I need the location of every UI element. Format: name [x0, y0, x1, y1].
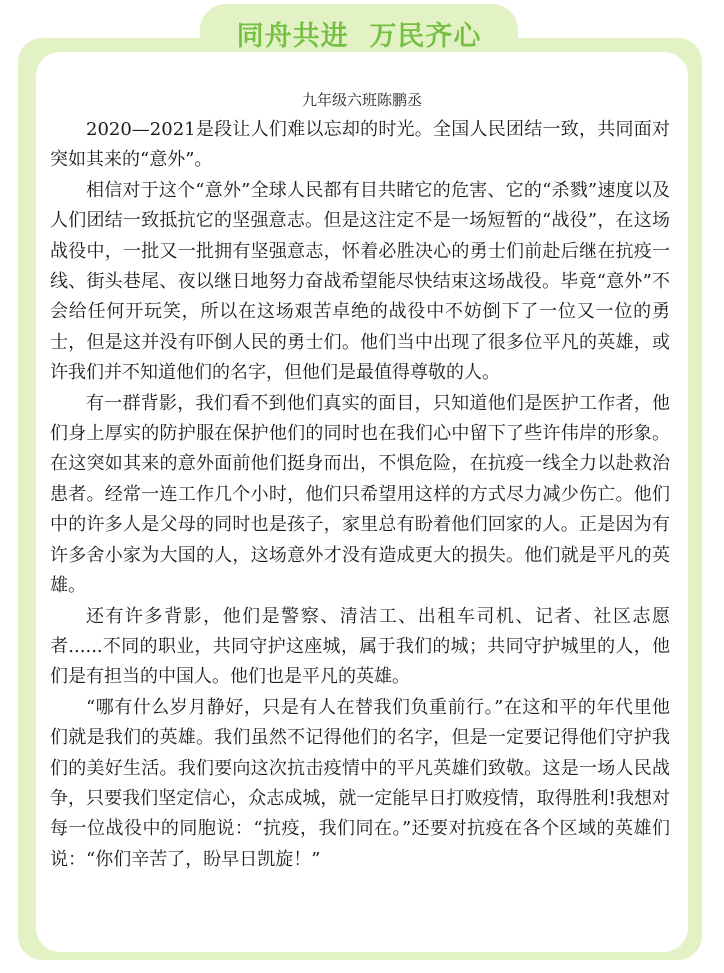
paragraph-4: 还有许多背影，他们是警察、清洁工、出租车司机、记者、社区志愿者......不同的职业，共同守护这座城，属于我们的城；共同守护城里的人，他们是有担当的中国人。他们也是平凡的英雄。	[50, 605, 670, 688]
page-title: 同舟共进 万民齐心	[236, 21, 482, 52]
paragraph-1: 2020—2021是段让人们难以忘却的时光。全国人民团结一致，共同面对突如其来的“意外”。	[50, 119, 670, 171]
author-byline: 九年级六班陈鹏丞	[301, 91, 422, 109]
article-body	[50, 115, 670, 875]
paragraph-2: 相信对于这个“意外”全球人民都有目共睹它的危害、它的“杀戮”速度以及人们团结一致抵抗它的坚强意志。但是这注定不是一场短暂的“战役”，在这场战役中，一批又一批拥有坚强意志，怀着必胜决心的勇士们前赴后继在抗疫一线、街头巷尾、夜以继日地努力奋战希望能尽快结束这场战役。毕竟“意外”不会给任何开玩笑，所以在这场艰苦卓绝的战役中不妨倒下了一位又一位的勇士，但是这并没有吓倒人民的勇士们。他们当中出现了很多位平凡的英雄，或许我们并不知道他们的名字，但他们是最值得尊敬的人。	[50, 179, 670, 384]
paragraph-5: “哪有什么岁月静好，只是有人在替我们负重前行。”在这和平的年代里他们就是我们的英雄。我们虽然不记得他们的名字，但是一定要记得他们守护我们的美好生活。我们要向这次抗击疫情中的平凡英雄们致敬。这是一场人民战争，只要我们坚定信心，众志成城，就一定能早日打败疫情，取得胜利!我想对每一位战役中的同胞说：“抗疫，我们同在。”还要对抗疫在各个区域的英雄们说：“你们辛苦了，盼早日凯旋！”	[50, 696, 670, 870]
paragraph-3: 有一群背影，我们看不到他们真实的面目，只知道他们是医护工作者，他们身上厚实的防护服在保护他们的同时也在我们心中留下了些许伟岸的形象。在这突如其来的意外面前他们挺身而出，不惧危险，在抗疫一线全力以赴救治患者。经常一连工作几个小时，他们只希望用这样的方式尽力减少伤亡。他们中的许多人是父母的同时也是孩子，家里总有盼着他们回家的人。正是因为有许多舍小家为大国的人，这场意外才没有造成更大的损失。他们就是平凡的英雄。	[50, 392, 670, 597]
